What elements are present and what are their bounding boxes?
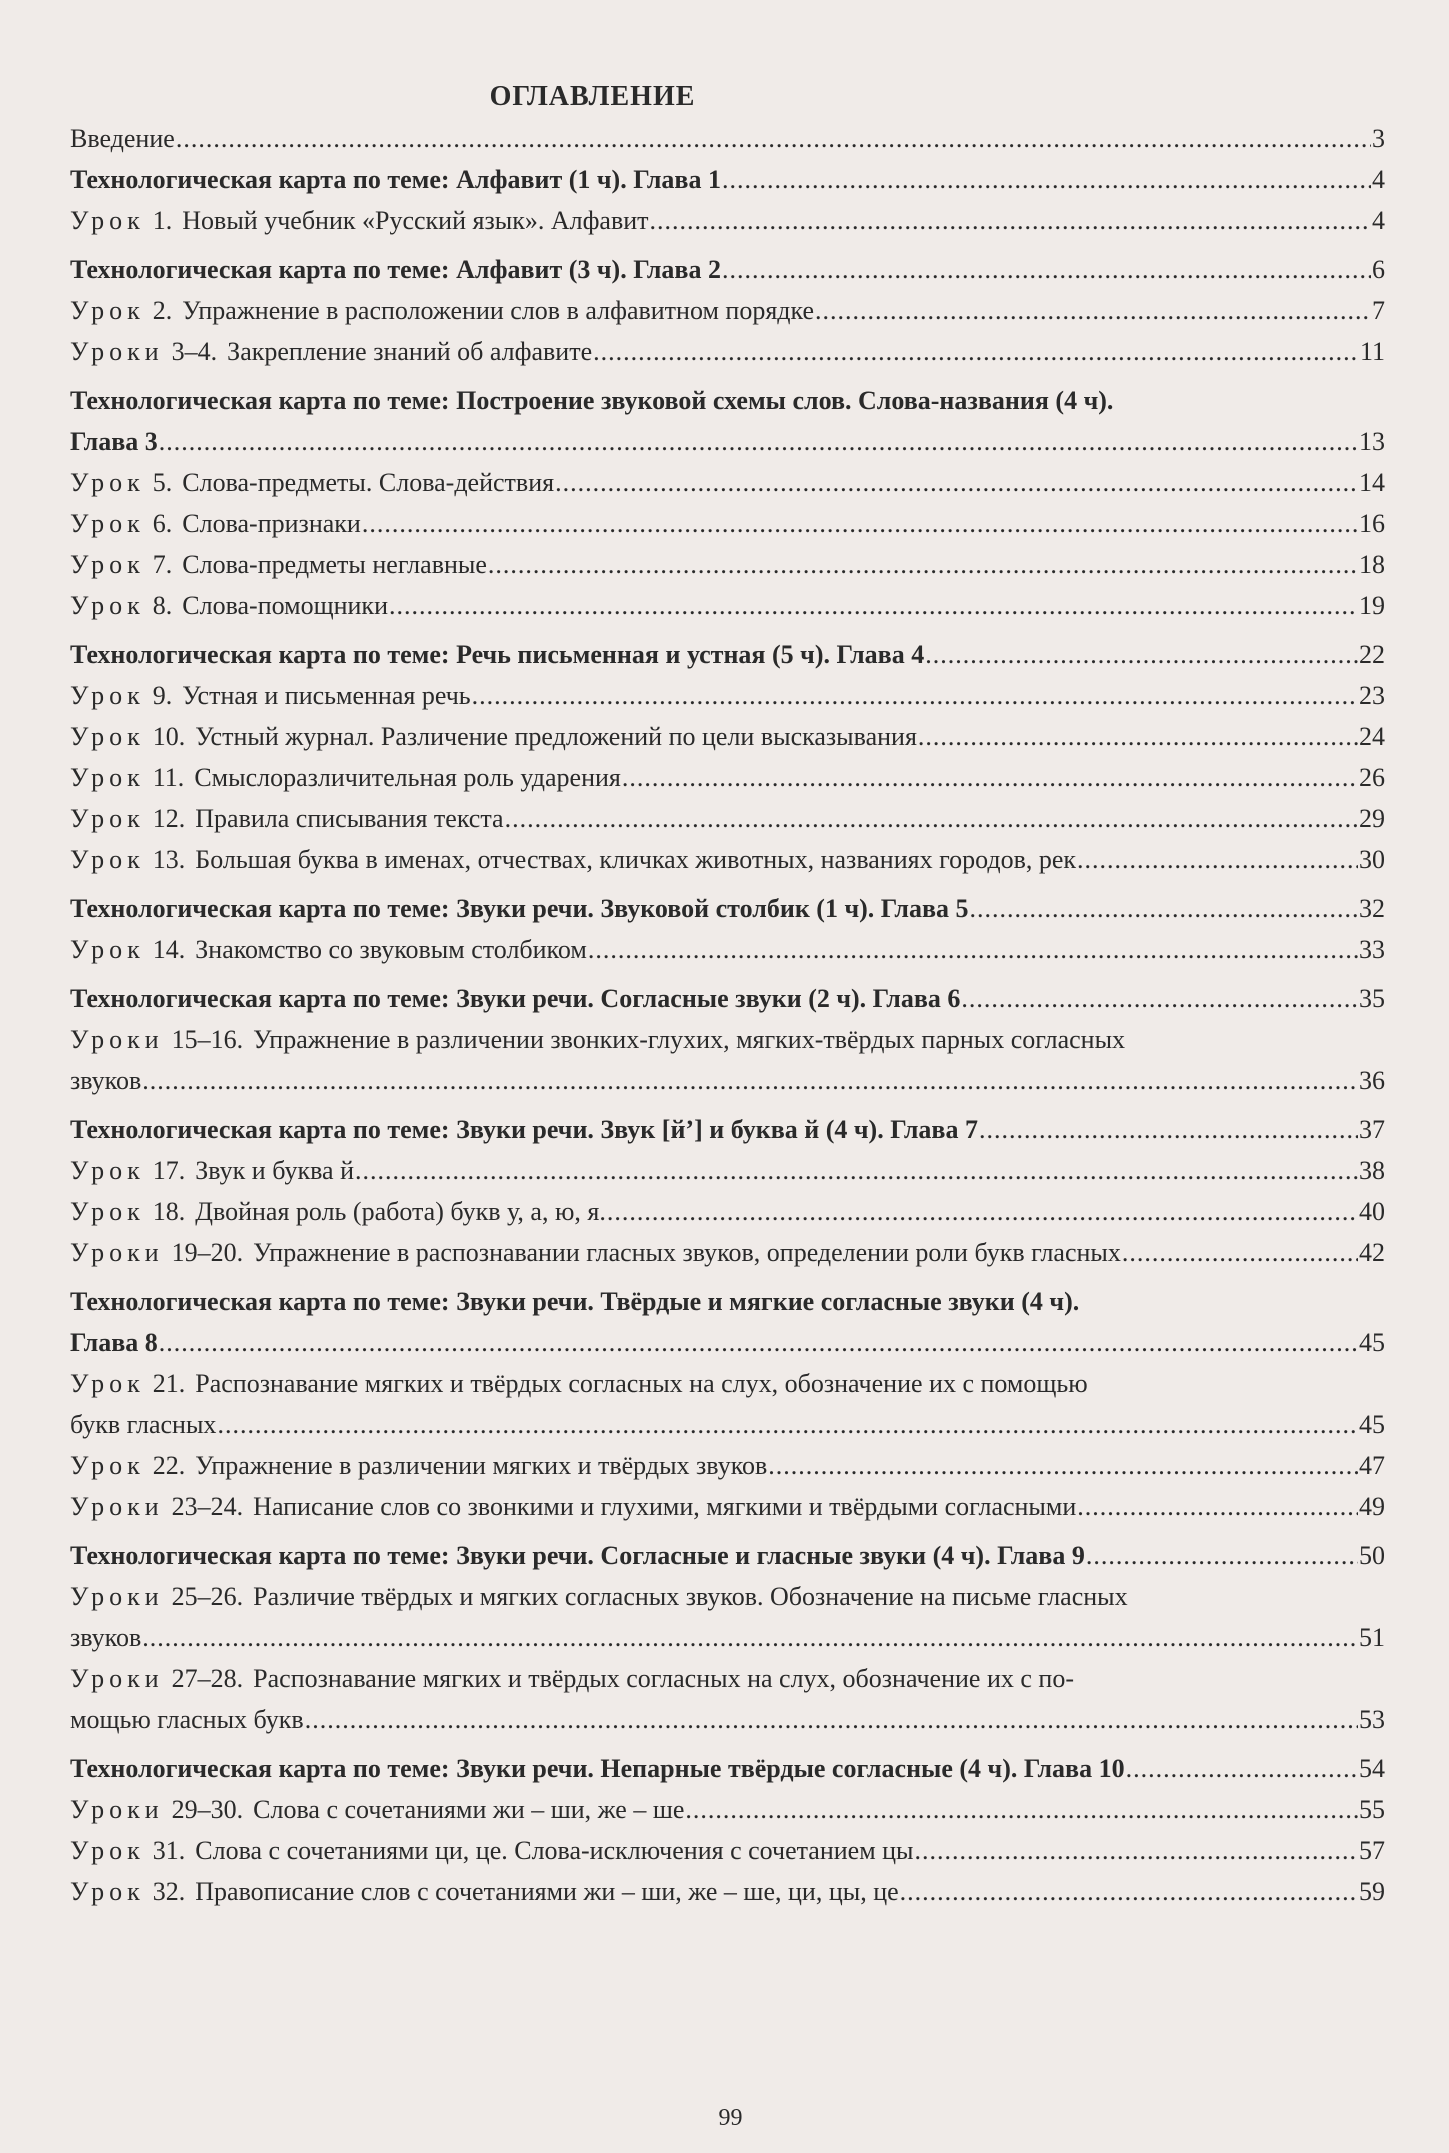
entry-title: Технологическая карта по теме: Речь письменная и устная (5 ч). Глава 4 (70, 640, 925, 669)
toc-lesson-entry (70, 1576, 1385, 1658)
lesson-number: 14. (152, 935, 186, 964)
toc-lesson-entry (70, 200, 1385, 241)
entry-page-number: 40 (1359, 1197, 1385, 1226)
section-gap (70, 241, 1385, 249)
entry-page-number: 4 (1372, 165, 1385, 194)
entry-title: Слова-признаки (182, 509, 361, 538)
dot-leader (472, 675, 1358, 716)
toc-line (70, 1191, 1385, 1232)
lesson-number: 5. (152, 468, 173, 497)
entry-page-number: 3 (1372, 124, 1385, 153)
section-gap (70, 970, 1385, 978)
toc-line (70, 798, 1385, 839)
entry-title: Устная и письменная речь (182, 681, 471, 710)
toc-lesson-entry (70, 929, 1385, 970)
entry-page-number: 47 (1359, 1451, 1385, 1480)
dot-leader (1086, 1535, 1358, 1576)
entry-page-number: 50 (1359, 1541, 1385, 1570)
toc-list (70, 118, 1385, 1912)
entry-title-continuation: Глава 8 (70, 1328, 158, 1357)
dot-leader (142, 1060, 1358, 1101)
entry-page-number: 4 (1372, 206, 1385, 235)
entry-page-number: 26 (1359, 763, 1385, 792)
lesson-label: Урок (70, 550, 145, 579)
lesson-label: Урок (70, 296, 145, 325)
entry-title: Слова-помощники (182, 591, 388, 620)
toc-line (70, 1109, 1385, 1150)
dot-leader (142, 1617, 1358, 1658)
toc-line (70, 421, 1385, 462)
entry-title: Двойная роль (работа) букв у, а, ю, я. (195, 1197, 606, 1226)
entry-title: Устный журнал. Различение предложений по цели высказывания (195, 722, 917, 751)
toc-lesson-entry (70, 675, 1385, 716)
entry-title: Технологическая карта по теме: Звуки речи. Согласные звуки (2 ч). Глава 6 (70, 984, 961, 1013)
lesson-label: Урок (70, 468, 145, 497)
toc-lesson-entry (70, 839, 1385, 880)
dot-leader (622, 757, 1358, 798)
entry-page-number: 33 (1359, 935, 1385, 964)
lesson-number: 19–20. (171, 1238, 244, 1267)
toc-line (70, 1535, 1385, 1576)
lesson-number: 32. (152, 1877, 186, 1906)
entry-page-number: 37 (1359, 1115, 1385, 1144)
entry-page-number: 6 (1372, 255, 1385, 284)
dot-leader (1126, 1748, 1358, 1789)
entry-page-number: 16 (1359, 509, 1385, 538)
toc-line (70, 1363, 1385, 1404)
entry-title: Технологическая карта по теме: Построение звуковой схемы слов. Слова-названия (4 ч). (70, 386, 1114, 415)
dot-leader (505, 798, 1358, 839)
toc-line (70, 1576, 1385, 1617)
toc-lesson-entry (70, 798, 1385, 839)
toc-line (70, 1404, 1385, 1445)
dot-leader (1077, 839, 1358, 880)
lesson-label: Уроки (70, 1025, 164, 1054)
lesson-number: 23–24. (171, 1492, 244, 1521)
entry-title: Слова-предметы неглавные (182, 550, 487, 579)
lesson-label: Урок (70, 1197, 145, 1226)
toc-line (70, 200, 1385, 241)
dot-leader (305, 1699, 1358, 1740)
entry-page-number: 38 (1359, 1156, 1385, 1185)
lesson-number: 3–4. (171, 337, 218, 366)
entry-page-number: 23 (1359, 681, 1385, 710)
lesson-label: Урок (70, 804, 145, 833)
toc-line (70, 159, 1385, 200)
entry-page-number: 53 (1359, 1705, 1385, 1734)
dot-leader (722, 159, 1371, 200)
lesson-label: Урок (70, 681, 145, 710)
lesson-number: 22. (152, 1451, 186, 1480)
toc-chapter-heading (70, 1748, 1385, 1789)
lesson-number: 15–16. (171, 1025, 244, 1054)
toc-line (70, 585, 1385, 626)
entry-title: Упражнение в различении звонких-глухих, мягких-твёрдых парных согласных (253, 1025, 1126, 1054)
entry-title: Закрепление знаний об алфавите (227, 337, 593, 366)
entry-page-number: 32 (1359, 894, 1385, 923)
entry-title: Слова с сочетаниями жи – ши, же – ше (253, 1795, 685, 1824)
toc-lesson-entry (70, 1871, 1385, 1912)
section-gap (70, 1101, 1385, 1109)
entry-page-number: 59 (1359, 1877, 1385, 1906)
lesson-number: 11. (152, 763, 185, 792)
lesson-label: Уроки (70, 1795, 164, 1824)
entry-title: Знакомство со звуковым столбиком (195, 935, 587, 964)
toc-line (70, 634, 1385, 675)
dot-leader (685, 1789, 1358, 1830)
entry-page-number: 35 (1359, 984, 1385, 1013)
toc-lesson-entry (70, 1789, 1385, 1830)
lesson-label: Урок (70, 845, 145, 874)
toc-line (70, 757, 1385, 798)
toc-line (70, 1748, 1385, 1789)
toc-line (70, 888, 1385, 929)
dot-leader (607, 1191, 1358, 1232)
section-gap (70, 880, 1385, 888)
dot-leader (768, 1445, 1358, 1486)
table-of-contents-page (70, 80, 1385, 1912)
entry-title: Упражнение в расположении слов в алфавитном порядке (182, 296, 815, 325)
entry-page-number: 51 (1359, 1623, 1385, 1652)
dot-leader (650, 200, 1371, 241)
lesson-label: Урок (70, 509, 145, 538)
entry-title: Введение (70, 124, 175, 153)
entry-page-number: 55 (1359, 1795, 1385, 1824)
lesson-number: 25–26. (171, 1582, 244, 1611)
toc-chapter-heading (70, 159, 1385, 200)
toc-line (70, 1445, 1385, 1486)
entry-title: Распознавание мягких и твёрдых согласных на слух, обозначение их с помощью (195, 1369, 1088, 1398)
toc-line (70, 380, 1385, 421)
entry-title-continuation: мощью гласных букв (70, 1705, 304, 1734)
section-gap (70, 372, 1385, 380)
lesson-number: 2. (152, 296, 173, 325)
toc-chapter-heading (70, 380, 1385, 462)
toc-line (70, 839, 1385, 880)
toc-line (70, 1322, 1385, 1363)
toc-lesson-entry (70, 757, 1385, 798)
entry-title: Технологическая карта по теме: Звуки речи. Твёрдые и мягкие согласные звуки (4 ч). (70, 1287, 1080, 1316)
entry-page-number: 49 (1359, 1492, 1385, 1521)
toc-introduction (70, 118, 1385, 159)
toc-lesson-entry (70, 290, 1385, 331)
entry-title: Упражнение в различении мягких и твёрдых звуков (195, 1451, 768, 1480)
entry-page-number: 19 (1359, 591, 1385, 620)
lesson-number: 13. (152, 845, 186, 874)
toc-line (70, 1150, 1385, 1191)
lesson-label: Урок (70, 722, 145, 751)
toc-line (70, 1789, 1385, 1830)
toc-lesson-entry (70, 1486, 1385, 1527)
lesson-label: Уроки (70, 1238, 164, 1267)
dot-leader (925, 634, 1358, 675)
toc-lesson-entry (70, 544, 1385, 585)
dot-leader (593, 331, 1359, 372)
toc-line (70, 1281, 1385, 1322)
entry-page-number: 54 (1359, 1754, 1385, 1783)
dot-leader (979, 1109, 1358, 1150)
dot-leader (555, 462, 1358, 503)
toc-line (70, 1486, 1385, 1527)
entry-page-number: 7 (1372, 296, 1385, 325)
toc-line (70, 1871, 1385, 1912)
entry-title: Звук и буква й (195, 1156, 354, 1185)
lesson-label: Урок (70, 591, 145, 620)
dot-leader (176, 118, 1371, 159)
dot-leader (1077, 1486, 1358, 1527)
entry-page-number: 11 (1359, 337, 1385, 366)
entry-title: Различие твёрдых и мягких согласных звуков. Обозначение на письме гласных (253, 1582, 1128, 1611)
toc-lesson-entry (70, 716, 1385, 757)
toc-lesson-entry (70, 331, 1385, 372)
dot-leader (900, 1871, 1358, 1912)
lesson-number: 1. (152, 206, 173, 235)
toc-chapter-heading (70, 634, 1385, 675)
lesson-number: 8. (152, 591, 173, 620)
lesson-label: Уроки (70, 1492, 164, 1521)
entry-title: Слова с сочетаниями ци, це. Слова-исключения с сочетанием цы (195, 1836, 914, 1865)
entry-title: Технологическая карта по теме: Алфавит (1 ч). Глава 1 (70, 165, 721, 194)
lesson-label: Урок (70, 1877, 145, 1906)
dot-leader (588, 929, 1358, 970)
toc-line (70, 249, 1385, 290)
entry-page-number: 22 (1359, 640, 1385, 669)
entry-title: Технологическая карта по теме: Звуки речи. Непарные твёрдые согласные (4 ч). Глава 10 (70, 1754, 1125, 1783)
toc-chapter-heading (70, 1109, 1385, 1150)
toc-line (70, 544, 1385, 585)
toc-line (70, 716, 1385, 757)
entry-title: Новый учебник «Русский язык». Алфавит (182, 206, 649, 235)
entry-title: Распознавание мягких и твёрдых согласных на слух, обозначение их с по- (253, 1664, 1074, 1693)
entry-page-number: 30 (1359, 845, 1385, 874)
lesson-label: Урок (70, 1369, 145, 1398)
dot-leader (159, 1322, 1358, 1363)
entry-title: Технологическая карта по теме: Алфавит (3 ч). Глава 2 (70, 255, 721, 284)
section-gap (70, 1740, 1385, 1748)
dot-leader (970, 888, 1358, 929)
lesson-number: 7. (152, 550, 173, 579)
entry-title: Смыслоразличительная роль ударения (194, 763, 621, 792)
entry-title: Большая буква в именах, отчествах, кличках животных, названиях городов, рек (195, 845, 1077, 874)
dot-leader (355, 1150, 1358, 1191)
lesson-number: 31. (152, 1836, 186, 1865)
lesson-number: 29–30. (171, 1795, 244, 1824)
lesson-label: Урок (70, 1451, 145, 1480)
lesson-label: Уроки (70, 337, 164, 366)
toc-line (70, 290, 1385, 331)
entry-page-number: 42 (1359, 1238, 1385, 1267)
lesson-label: Урок (70, 763, 145, 792)
toc-lesson-entry (70, 1019, 1385, 1101)
toc-chapter-heading (70, 888, 1385, 929)
lesson-label: Уроки (70, 1664, 164, 1693)
page-number: 99 (718, 2105, 743, 2131)
lesson-number: 10. (152, 722, 186, 751)
toc-chapter-heading (70, 1535, 1385, 1576)
toc-lesson-entry (70, 1232, 1385, 1273)
dot-leader (915, 1830, 1358, 1871)
entry-page-number: 18 (1359, 550, 1385, 579)
entry-page-number: 24 (1359, 722, 1385, 751)
dot-leader (1122, 1232, 1358, 1273)
section-gap (70, 1273, 1385, 1281)
lesson-label: Уроки (70, 1582, 164, 1611)
toc-line (70, 675, 1385, 716)
dot-leader (815, 290, 1371, 331)
toc-line (70, 929, 1385, 970)
entry-title-continuation: звуков (70, 1623, 142, 1652)
dot-leader (389, 585, 1358, 626)
toc-line (70, 1232, 1385, 1273)
lesson-number: 21. (152, 1369, 186, 1398)
entry-title: Технологическая карта по теме: Звуки речи. Согласные и гласные звуки (4 ч). Глава 9 (70, 1541, 1085, 1570)
section-gap (70, 1527, 1385, 1535)
lesson-number: 9. (152, 681, 173, 710)
toc-chapter-heading (70, 978, 1385, 1019)
toc-lesson-entry (70, 462, 1385, 503)
toc-lesson-entry (70, 1445, 1385, 1486)
dot-leader (722, 249, 1371, 290)
toc-line (70, 503, 1385, 544)
toc-line (70, 1019, 1385, 1060)
page-title: ОГЛАВЛЕНИЕ (489, 81, 696, 112)
lesson-number: 17. (152, 1156, 186, 1185)
toc-lesson-entry (70, 585, 1385, 626)
toc-chapter-heading (70, 1281, 1385, 1363)
toc-chapter-heading (70, 249, 1385, 290)
dot-leader (217, 1404, 1358, 1445)
entry-title-continuation: букв гласных (70, 1410, 217, 1439)
entry-title: Технологическая карта по теме: Звуки речи. Звук [й’] и буква й (4 ч). Глава 7 (70, 1115, 978, 1144)
lesson-label: Урок (70, 1156, 145, 1185)
entry-title-continuation: Глава 3 (70, 427, 158, 456)
dot-leader (159, 421, 1358, 462)
toc-line (70, 1830, 1385, 1871)
toc-lesson-entry (70, 1150, 1385, 1191)
lesson-number: 12. (152, 804, 186, 833)
dot-leader (488, 544, 1358, 585)
lesson-label: Урок (70, 1836, 145, 1865)
toc-line (70, 331, 1385, 372)
entry-page-number: 45 (1359, 1328, 1385, 1357)
toc-line (70, 1699, 1385, 1740)
dot-leader (961, 978, 1358, 1019)
toc-lesson-entry (70, 1363, 1385, 1445)
lesson-number: 18. (152, 1197, 186, 1226)
entry-page-number: 36 (1359, 1066, 1385, 1095)
entry-title: Правила списывания текста (195, 804, 504, 833)
entry-page-number: 45 (1359, 1410, 1385, 1439)
dot-leader (362, 503, 1358, 544)
dot-leader (918, 716, 1358, 757)
toc-lesson-entry (70, 1830, 1385, 1871)
lesson-number: 6. (152, 509, 173, 538)
entry-title: Упражнение в распознавании гласных звуков, определении роли букв гласных (253, 1238, 1121, 1267)
toc-line (70, 978, 1385, 1019)
lesson-label: Урок (70, 206, 145, 235)
entry-page-number: 14 (1359, 468, 1385, 497)
entry-title: Слова-предметы. Слова-действия (182, 468, 555, 497)
toc-line (70, 1060, 1385, 1101)
toc-line (70, 1658, 1385, 1699)
entry-title: Написание слов со звонкими и глухими, мягкими и твёрдыми согласными (253, 1492, 1077, 1521)
section-gap (70, 626, 1385, 634)
toc-line (70, 1617, 1385, 1658)
toc-line (70, 118, 1385, 159)
entry-title-continuation: звуков (70, 1066, 142, 1095)
entry-title: Технологическая карта по теме: Звуки речи. Звуковой столбик (1 ч). Глава 5 (70, 894, 969, 923)
toc-lesson-entry (70, 503, 1385, 544)
toc-line (70, 462, 1385, 503)
toc-lesson-entry (70, 1191, 1385, 1232)
entry-page-number: 13 (1359, 427, 1385, 456)
entry-title: Правописание слов с сочетаниями жи – ши, же – ше, ци, цы, це (195, 1877, 899, 1906)
entry-page-number: 29 (1359, 804, 1385, 833)
lesson-number: 27–28. (171, 1664, 244, 1693)
toc-lesson-entry (70, 1658, 1385, 1740)
lesson-label: Урок (70, 935, 145, 964)
entry-page-number: 57 (1359, 1836, 1385, 1865)
